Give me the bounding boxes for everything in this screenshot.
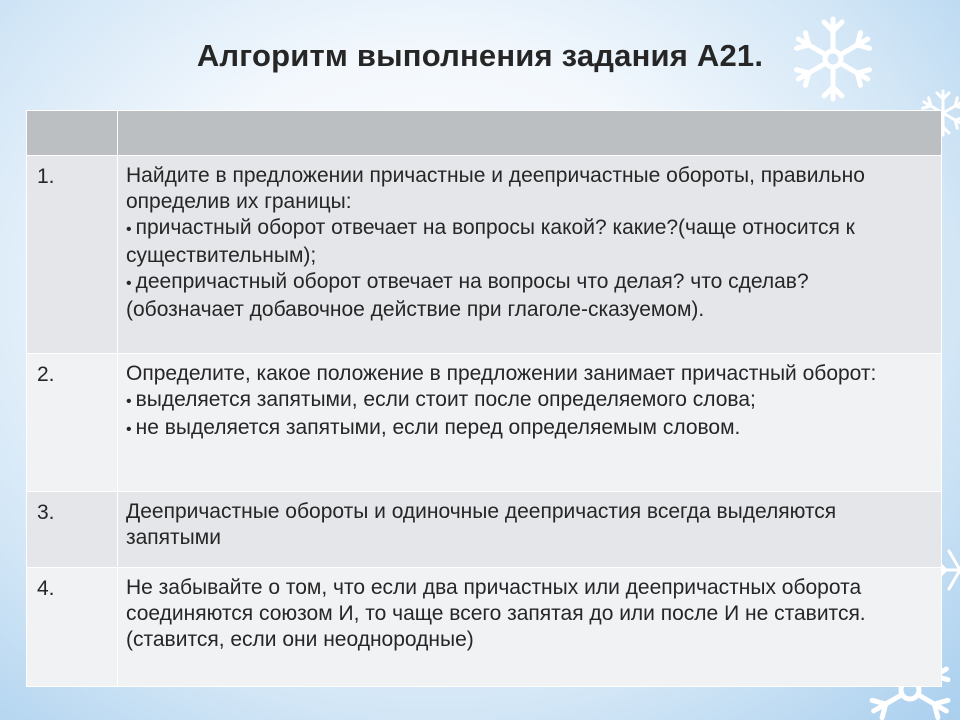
- table-row: [27, 156, 942, 354]
- table-header-row: [27, 111, 942, 156]
- step-text: [118, 354, 942, 492]
- bullet-icon: •: [126, 393, 132, 410]
- step-number: 4.: [27, 568, 118, 687]
- algorithm-table: [26, 110, 942, 687]
- list-item: • причастный оборот отвечает на вопросы какой? какие?(чаще относится к существительным);: [126, 216, 855, 267]
- step-text: [118, 568, 942, 687]
- step-number: 1.: [27, 156, 118, 354]
- step-text: [118, 492, 942, 568]
- step-intro: Найдите в предложении причастные и деепричастные обороты, правильно определив их границы:: [126, 164, 865, 213]
- header-cell: [27, 111, 118, 156]
- page-title: Алгоритм выполнения задания А21.: [196, 38, 764, 73]
- step-number: 3.: [27, 492, 118, 568]
- step-intro: Деепричастные обороты и одиночные деепричастия всегда выделяются запятыми: [126, 500, 837, 549]
- list-item: • деепричастный оборот отвечает на вопросы что делая? что сделав? (обозначает добавочное действие при глаголе-сказуемом).: [126, 270, 809, 321]
- list-item: • выделяется запятыми, если стоит после определяемого слова;: [126, 388, 756, 411]
- table-row: [27, 568, 942, 687]
- bullet-icon: •: [126, 421, 132, 438]
- step-text: [118, 156, 942, 354]
- header-cell: [118, 111, 942, 156]
- list-item: • не выделяется запятыми, если перед определяемым словом.: [126, 416, 741, 439]
- step-intro: Не забывайте о том, что если два причастных или деепричастных оборота соединяются союзом И, то чаще всего запятая до или после И не ставится. (ставится, если они неоднородные): [126, 576, 866, 651]
- bullet-icon: •: [126, 221, 132, 238]
- table-row: [27, 492, 942, 568]
- table-row: [27, 354, 942, 492]
- bullet-icon: •: [126, 275, 132, 292]
- step-number: 2.: [27, 354, 118, 492]
- step-intro: Определите, какое положение в предложении занимает причастный оборот:: [126, 362, 877, 385]
